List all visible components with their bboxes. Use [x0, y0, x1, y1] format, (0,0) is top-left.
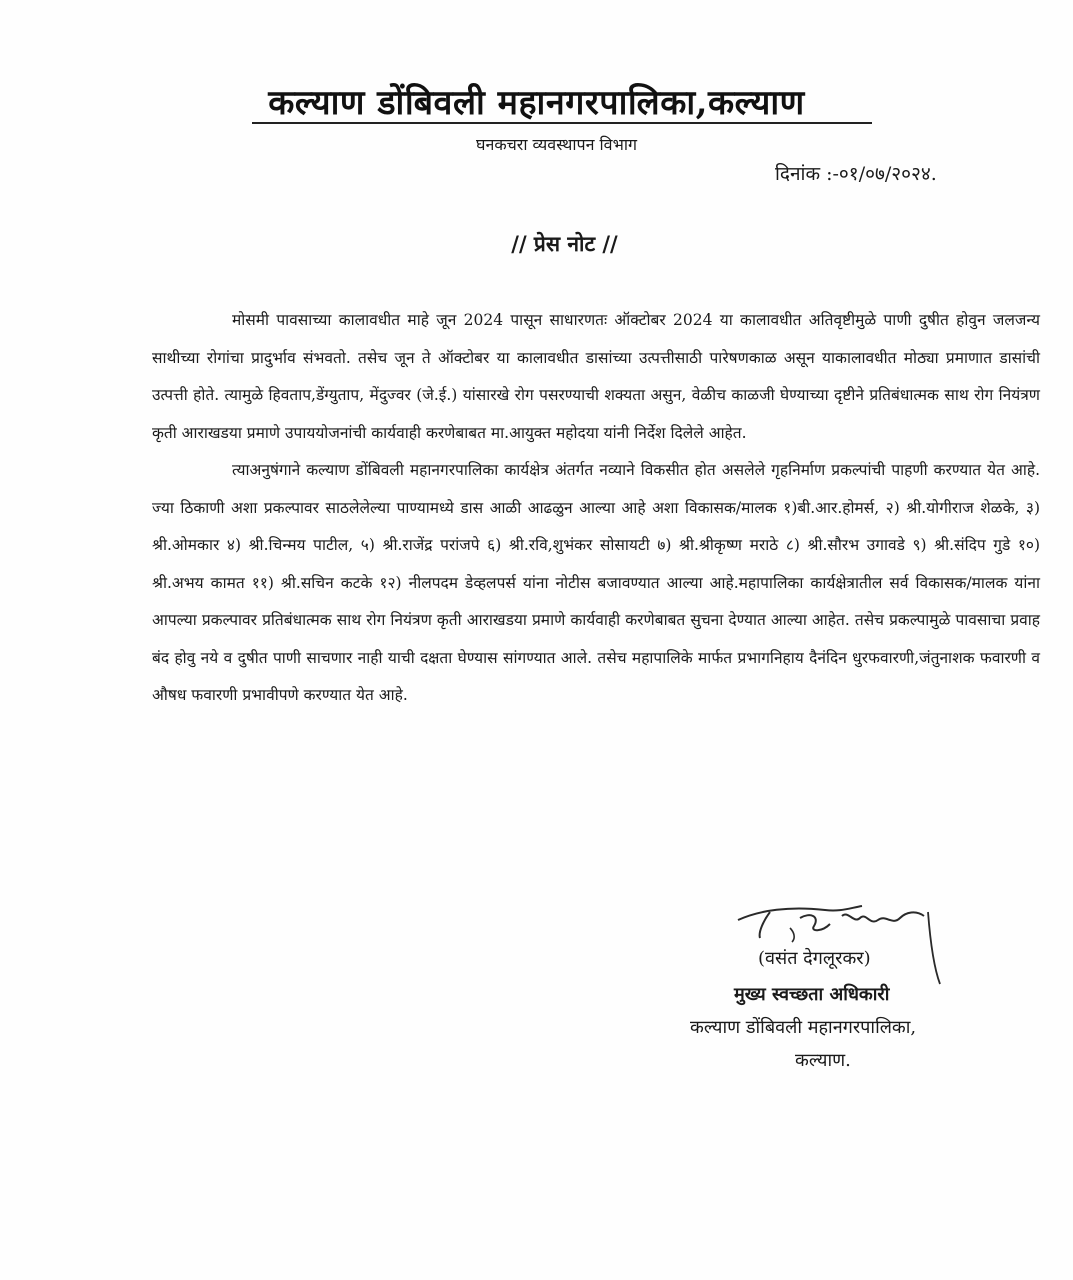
signatory-designation: मुख्य स्वच्छता अधिकारी	[734, 984, 890, 1005]
signatory-organization: कल्याण डोंबिवली महानगरपालिका,	[690, 1017, 917, 1038]
document-date: दिनांक :-०१/०७/२०२४.	[775, 163, 937, 185]
body-text	[152, 302, 1040, 715]
signature-block	[650, 898, 990, 1088]
corporation-title: कल्याण डोंबिवली महानगरपालिका,कल्याण	[268, 83, 805, 123]
signatory-city: कल्याण.	[795, 1050, 851, 1071]
handwritten-signature	[730, 898, 950, 988]
signatory-name: (वसंत देगलूरकर)	[758, 948, 871, 969]
paragraph-2: त्याअनुषंगाने कल्याण डोंबिवली महानगरपालिका कार्यक्षेत्र अंतर्गत नव्याने विकसीत होत असलेले गृहनिर्माण प्रकल्पांची पाहणी करण्यात येत आहे. ज्या ठिकाणी अशा प्रकल्पावर साठलेलेल्या पाण्यामध्ये डास आळी आढळुन आल्या आहे अशा विकासक/मालक १)बी.आर.होमर्स, २) श्री.योगीराज शेळके, ३) श्री.ओमकार ४) श्री.चिन्मय पाटील, ५) श्री.राजेंद्र परांजपे ६) श्री.रवि,शुभंकर सोसायटी ७) श्री.श्रीकृष्ण मराठे ८) श्री.सौरभ उगावडे ९) श्री.संदिप गुडे १०) श्री.अभय कामत ११) श्री.सचिन कटके १२) नीलपदम डेव्हलपर्स यांना नोटीस बजावण्यात आल्या आहे.महापालिका कार्यक्षेत्रातील सर्व विकासक/मालक यांना आपल्या प्रकल्पावर प्रतिबंधात्मक साथ रोग नियंत्रण कृती आराखडया प्रमाणे कार्यवाही करणेबाबत सुचना देण्यात आल्या आहेत. तसेच प्रकल्पामुळे पावसाचा प्रवाह बंद होवु नये व दुषीत पाणी साचणार नाही याची दक्षता घेण्यास सांगण्यात आले. तसेच महापालिके मार्फत प्रभागनिहाय दैनंदिन धुरफवारणी,जंतुनाशक फवारणी व औषध फवारणी प्रभावीपणे करण्यात येत आहे.	[152, 461, 1040, 704]
title-underline	[252, 122, 872, 124]
press-note-heading: // प्रेस नोट //	[511, 231, 618, 256]
department-name: घनकचरा व्यवस्थापन विभाग	[476, 135, 637, 154]
paragraph-1: मोसमी पावसाच्या कालावधीत माहे जून 2024 पासून साधारणतः ऑक्टोबर 2024 या कालावधीत अतिवृष्टीमुळे पाणी दुषीत होवुन जलजन्य साथीच्या रोगांचा प्रादुर्भाव संभवतो. तसेच जून ते ऑक्टोबर या कालावधीत डासांच्या उत्पत्तीसाठी पारेषणकाळ असून याकालावधीत मोठ्या प्रमाणात डासांची उत्पत्ती होते. त्यामुळे हिवताप,डेंग्युताप, मेंदुज्वर (जे.ई.) यांसारखे रोग पसरण्याची शक्यता असुन, वेळीच काळजी घेण्याच्या दृष्टीने प्रतिबंधात्मक साथ रोग नियंत्रण कृती आराखडया प्रमाणे उपाययोजनांची कार्यवाही करणेबाबत मा.आयुक्त महोदया यांनी निर्देश दिलेले आहेत.	[152, 311, 1040, 442]
